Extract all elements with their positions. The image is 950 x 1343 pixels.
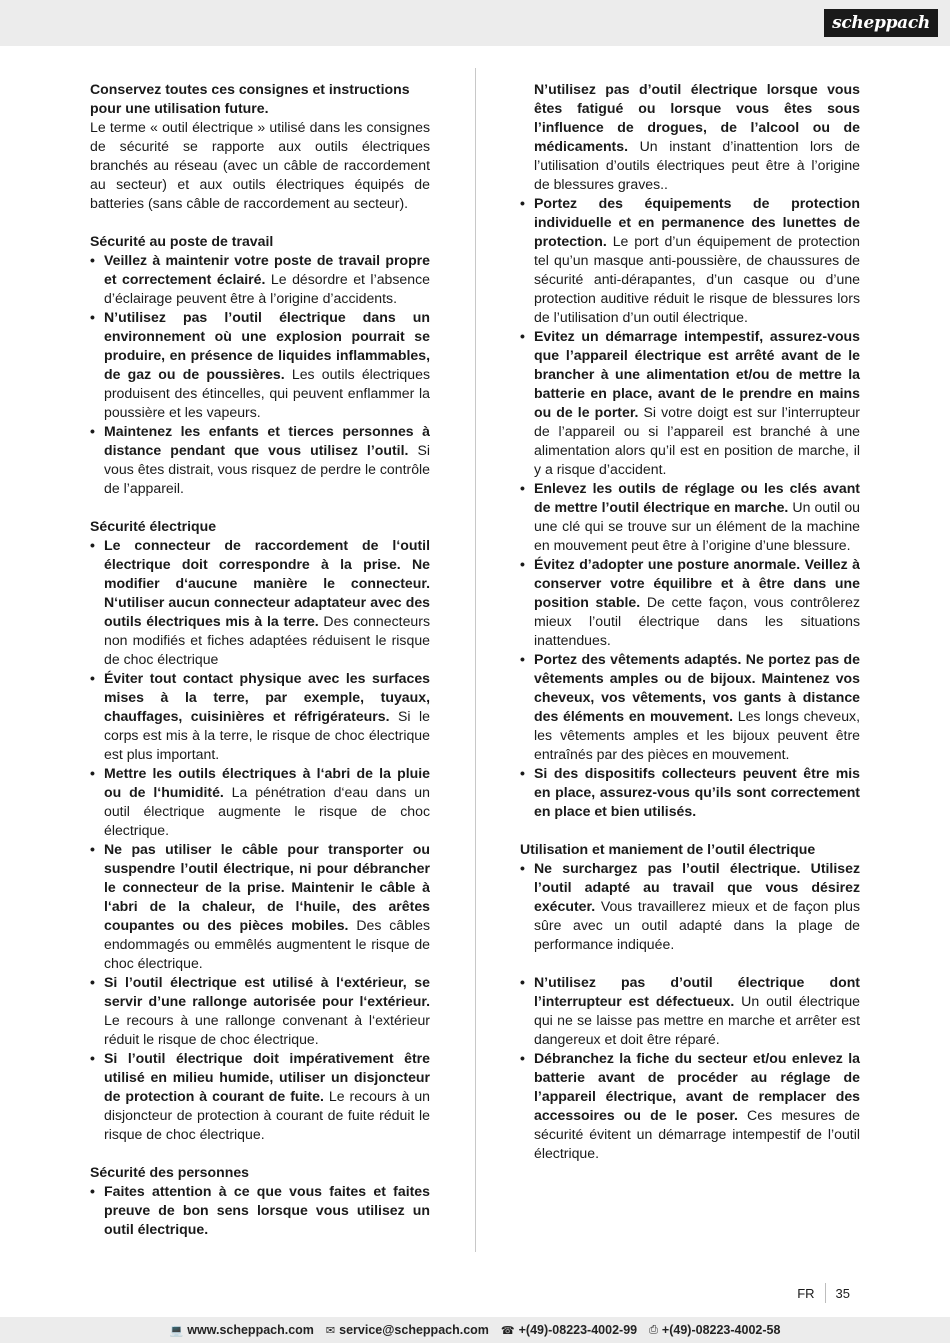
fax-number: +(49)-08223-4002-58	[661, 1323, 781, 1337]
list-item: • Évitez d’adopter une posture anormale. Veillez à conserver votre équilibre et à être dans une position stable. De cette façon, vous contrôlerez mieux l’outil électrique dans les situations inattendues.	[520, 555, 860, 650]
list-item: • Mettre les outils électriques à l‘abri de la pluie ou de l‘humidité. La pénétration d‘eau dans un outil électrique augmente le risque de choc électrique.	[90, 764, 430, 840]
phone-item	[501, 1323, 637, 1337]
section-heading-persons: Sécurité des personnes	[90, 1164, 250, 1180]
fax-icon: ⎙	[649, 1323, 658, 1336]
website-link[interactable]: www.scheppach.com	[187, 1323, 314, 1337]
list-item: • Veillez à maintenir votre poste de travail propre et correctement éclairé. Le désordre et l’absence d’éclairage peuvent être à l’origine d’accidents.	[90, 251, 430, 308]
electrical-list	[90, 536, 430, 1144]
list-item: • Si des dispositifs collecteurs peuvent être mis en place, assurez-vous qu’ils sont correctement en place et bien utilisés.	[520, 764, 860, 821]
list-item: N’utilisez pas d’outil électrique lorsque vous êtes fatigué ou lorsque vous êtes sous l’influence de drogues, de l’alcool ou de médicaments. Un instant d’inattention lors de l’utilisation d’outils électriques peut être à l’origine de blessures graves..	[534, 81, 860, 192]
list-item: • Portez des équipements de protection individuelle et en permanence des lunettes de protection. Le port d’un équipement de protection tel qu’un masque anti-poussière, de chaussures de sécurité anti-dérapantes, d’un casque ou d’une protection auditive réduit le risque de blessures lors de l’utilisation d’un outil électrique.	[520, 194, 860, 327]
brand-logo: scheppach	[824, 9, 938, 37]
list-item: • Maintenez les enfants et tierces personnes à distance pendant que vous utilisez l’outil. Si vous êtes distrait, vous risquez de perdre le contrôle de l’appareil.	[90, 422, 430, 498]
list-item: • Portez des vêtements adaptés. Ne portez pas de vêtements amples ou de bijoux. Maintenez vos cheveux, vos vêtements, vos gants à distance des éléments en mouvement. Les longs cheveux, les vêtements amples et les bijoux peuvent être entraînés par des pièces en mouvement.	[520, 650, 860, 764]
header-bar	[0, 0, 950, 46]
intro-text: Le terme « outil électrique » utilisé dans les consignes de sécurité se rapporte aux outils électriques branchés au réseau (avec un câble de raccordement au secteur) et aux outils électriques équipés de batteries (sans câble de raccordement au secteur).	[90, 119, 430, 211]
work-area-list	[90, 251, 430, 498]
section-heading-usage: Utilisation et maniement de l’outil électrique	[520, 841, 816, 857]
fax-item	[649, 1323, 780, 1337]
persons-list-continued	[520, 80, 860, 821]
usage-list	[520, 859, 860, 1163]
list-item: • Si l’outil électrique est utilisé à l‘extérieur, se servir d’une rallonge autorisée pour l‘extérieur. Le recours à une rallonge convenant à l‘extérieur réduit le risque de choc électrique.	[90, 973, 430, 1049]
page-number: 35	[835, 1285, 850, 1301]
phone-number: +(49)-08223-4002-99	[518, 1323, 638, 1337]
computer-icon: 💻	[169, 1324, 184, 1337]
list-item: • N’utilisez pas d’outil électrique dont l’interrupteur est défectueux. Un outil électrique qui ne se laisse pas mettre en marche et arrêter est dangereux et doit être réparé.	[520, 973, 860, 1049]
footer-separator	[825, 1283, 826, 1303]
right-column	[520, 80, 860, 1163]
email-link[interactable]: service@scheppach.com	[339, 1323, 489, 1337]
list-item: • Evitez un démarrage intempestif, assurez-vous que l’appareil électrique est arrêté avant de le brancher à une alimentation et/ou de mettre la batterie en place, avant de le prendre en mains ou de le porter. Si votre doigt est sur l’interrupteur de l’appareil ou si l’appareil est branché à une alimentation alors qu’il est en position de marche, il y a risque d’accident.	[520, 327, 860, 479]
column-divider	[475, 68, 476, 1252]
email-item	[326, 1323, 489, 1337]
intro-heading: Conservez toutes ces consignes et instructions pour une utilisation future.	[90, 81, 410, 116]
list-item: • Faites attention à ce que vous faites et faites preuve de bon sens lorsque vous utilisez un outil électrique.	[90, 1182, 430, 1239]
website-item	[170, 1323, 314, 1337]
left-column	[90, 80, 430, 1239]
section-heading-work-area: Sécurité au poste de travail	[90, 233, 274, 249]
list-item: • Éviter tout contact physique avec les surfaces mises à la terre, par exemple, tuyaux, chauffages, cuisinières et réfrigérateurs. Si le corps est mis à la terre, le risque de choc électrique est plus important.	[90, 669, 430, 764]
list-item: • Si l’outil électrique doit impérativement être utilisé en milieu humide, utiliser un disjoncteur de protection à courant de fuite. Le recours à un disjoncteur de protection à courant de fuite réduit le risque de choc électrique.	[90, 1049, 430, 1144]
contact-footer	[0, 1317, 950, 1343]
list-item: • Débranchez la fiche du secteur et/ou enlevez la batterie avant de procéder au réglage de l’appareil électrique, avant de remplacer des accessoires ou de le poser. Ces mesures de sécurité évitent un démarrage intempestif de l’outil électrique.	[520, 1049, 860, 1163]
phone-icon: ☎	[500, 1324, 515, 1337]
page-footer	[797, 1283, 850, 1303]
email-icon: ✉	[325, 1324, 336, 1337]
list-item: • Le connecteur de raccordement de l‘outil électrique doit correspondre à la prise. Ne modifier d‘aucune manière le connecteur. N‘utiliser aucun connecteur adaptateur avec des outils électriques mis à la terre. Des connecteurs non modifiés et fiches adaptées réduisent le risque de choc électrique	[90, 536, 430, 669]
persons-list	[90, 1182, 430, 1239]
section-heading-electrical: Sécurité électrique	[90, 518, 217, 534]
list-item: • Enlevez les outils de réglage ou les clés avant de mettre l’outil électrique en marche. Un outil ou une clé qui se trouve sur un élément de la machine en mouvement peut être à l’origine d’une blessure.	[520, 479, 860, 555]
language-code: FR	[797, 1285, 815, 1301]
list-item: • N’utilisez pas l’outil électrique dans un environnement où une explosion pourrait se produire, en présence de liquides inflammables, de gaz ou de poussières. Les outils électriques produisent des étincelles, qui peuvent enflammer la poussière et les vapeurs.	[90, 308, 430, 422]
list-item: • Ne pas utiliser le câble pour transporter ou suspendre l’outil électrique, ni pour débrancher le connecteur de la prise. Maintenir le câble à l‘abri de la chaleur, de l‘huile, des arêtes coupantes ou des pièces mobiles. Des câbles endommagés ou emmêlés augmentent le risque de choc électrique.	[90, 840, 430, 973]
list-item: • Ne surchargez pas l’outil électrique. Utilisez l’outil adapté au travail que vous désirez exécuter. Vous travaillerez mieux et de façon plus sûre avec un outil adapté dans la plage de performance indiquée.	[520, 859, 860, 954]
